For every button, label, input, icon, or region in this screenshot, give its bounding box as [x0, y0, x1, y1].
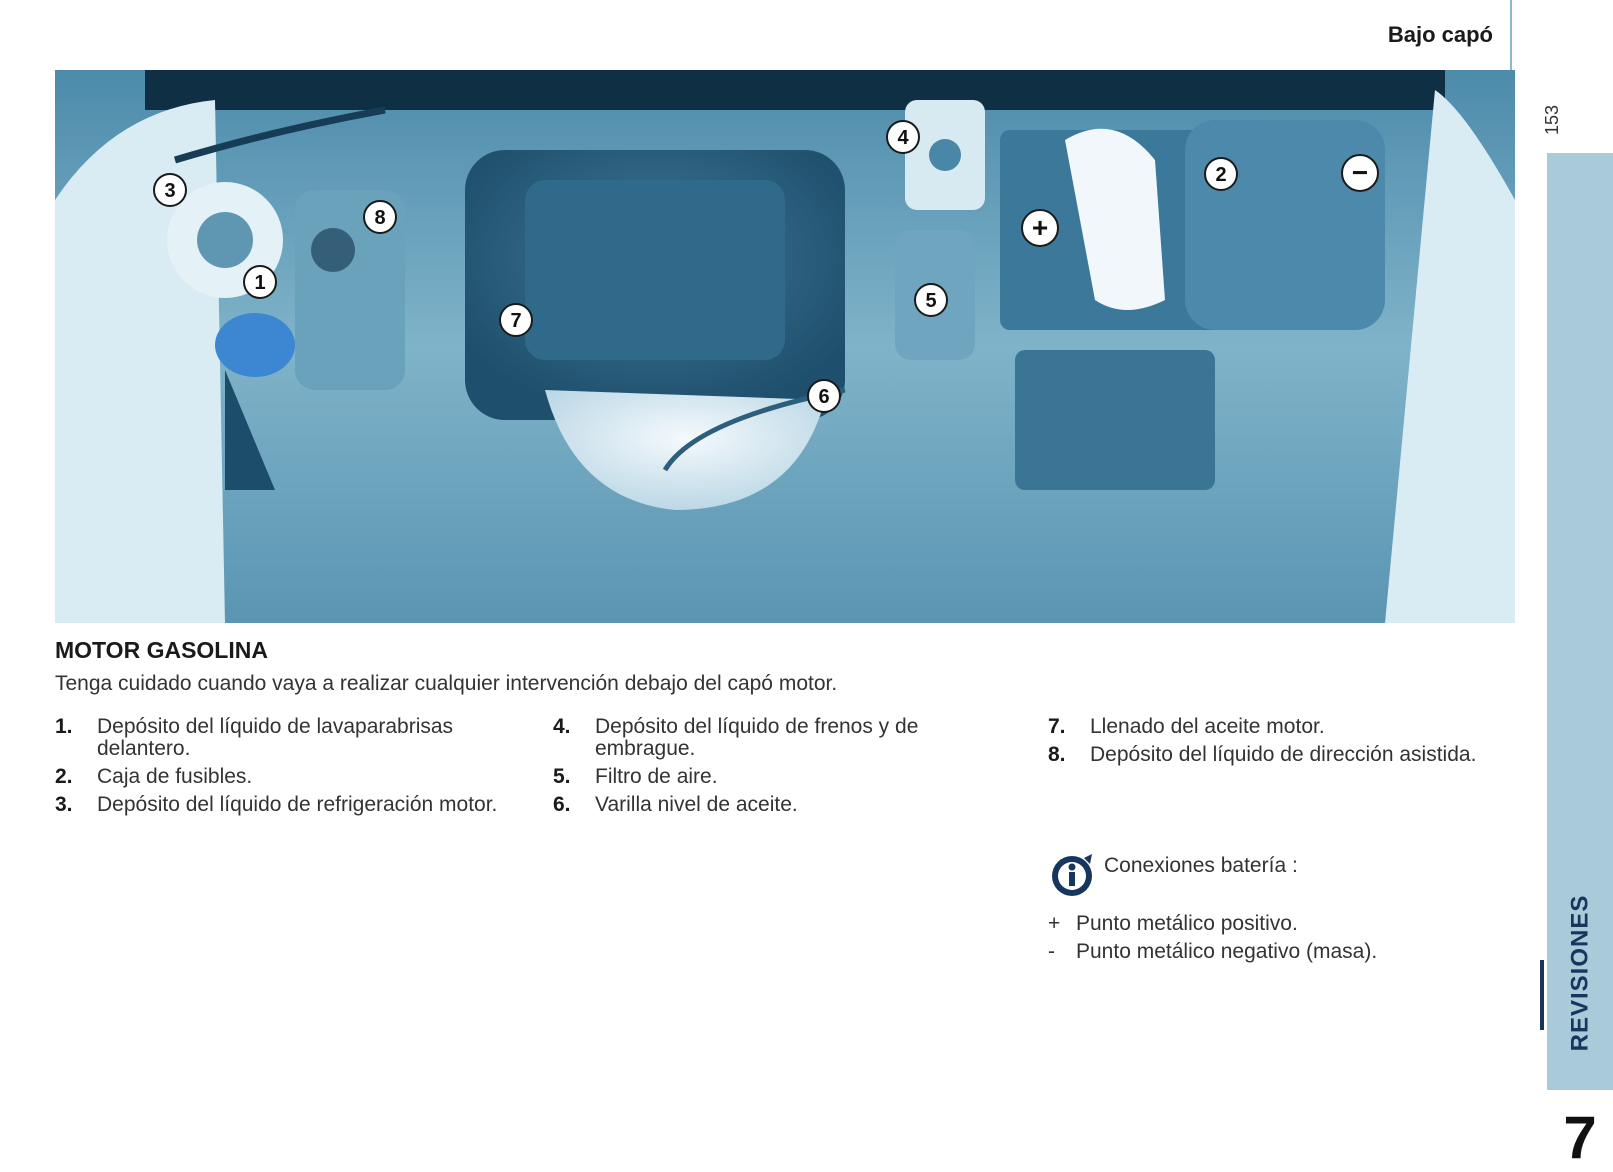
section-intro: Tenga cuidado cuando vaya a realizar cualquier intervención debajo del capó motor.	[55, 672, 838, 695]
legend-text: Depósito del líquido de dirección asistida.	[1090, 743, 1477, 766]
washer-cap	[215, 313, 295, 377]
bullet-symbol: +	[1048, 912, 1061, 935]
bullet-text: Punto metálico positivo.	[1076, 912, 1298, 935]
legend-item	[553, 766, 1003, 788]
legend-text: Caja de fusibles.	[97, 765, 253, 788]
battery-info-box	[1048, 850, 1508, 964]
negative-terminal-icon	[1342, 155, 1378, 191]
brake-cap	[929, 139, 961, 171]
chapter-bar	[1540, 960, 1544, 1030]
hood-edge	[145, 70, 1445, 110]
negative-symbol: −	[1351, 157, 1369, 188]
callout-5	[915, 284, 947, 316]
positive-terminal-icon	[1022, 210, 1058, 246]
header-divider	[1510, 0, 1512, 70]
callout-7	[500, 304, 532, 336]
legend-number: 4.	[553, 715, 571, 738]
legend-number: 3.	[55, 793, 73, 816]
callout-8-label: 8	[374, 207, 386, 229]
legend-text: Depósito del líquido de frenos y de embrague.	[595, 715, 919, 760]
info-title: Conexiones batería :	[1104, 854, 1298, 877]
legend-item	[553, 716, 1003, 760]
legend-column-1	[55, 716, 505, 822]
legend-item	[1048, 744, 1498, 766]
section-title: MOTOR GASOLINA	[55, 637, 268, 663]
info-bullet	[1048, 940, 1508, 964]
legend-column-3	[1048, 716, 1498, 772]
callout-2	[1205, 158, 1237, 190]
legend-item	[553, 794, 1003, 816]
callout-2-label: 2	[1215, 164, 1227, 186]
page-title: Bajo capó	[1387, 22, 1493, 47]
legend-item	[55, 794, 505, 816]
info-header	[1048, 850, 1508, 898]
bullet-text: Punto metálico negativo (masa).	[1076, 940, 1378, 963]
legend-number: 5.	[553, 765, 571, 788]
chapter-number: 7	[1563, 1104, 1597, 1171]
left-fender	[55, 100, 225, 623]
info-icon	[1048, 850, 1096, 898]
legend-text: Varilla nivel de aceite.	[595, 793, 798, 816]
legend-text: Filtro de aire.	[595, 765, 718, 788]
callout-6-label: 6	[818, 386, 830, 408]
legend-number: 7.	[1048, 715, 1066, 738]
info-list	[1048, 912, 1508, 964]
legend-text: Llenado del aceite motor.	[1090, 715, 1325, 738]
legend-number: 1.	[55, 715, 73, 738]
callout-1	[244, 266, 276, 298]
page-number: 153	[1541, 104, 1562, 136]
engine-bay-illustration	[55, 70, 1515, 623]
callout-7-label: 7	[510, 310, 522, 332]
engine-cover	[525, 180, 785, 360]
callout-8	[364, 201, 396, 233]
callout-6	[808, 380, 840, 412]
callout-1-label: 1	[254, 272, 266, 294]
legend-text: Depósito del líquido de refrigeración motor.	[97, 793, 498, 816]
callout-5-label: 5	[925, 290, 937, 312]
callout-3-label: 3	[164, 180, 176, 202]
chapter-label-text: REVISIONES	[1566, 894, 1593, 1052]
info-bullet	[1048, 912, 1508, 936]
legend-number: 6.	[553, 793, 571, 816]
positive-symbol: +	[1031, 212, 1049, 243]
legend-text: Depósito del líquido de lavaparabrisas delantero.	[97, 715, 454, 760]
callout-3	[154, 174, 186, 206]
legend-number: 8.	[1048, 743, 1066, 766]
legend-item	[1048, 716, 1498, 738]
callout-4	[887, 121, 919, 153]
fuse-box	[1185, 120, 1385, 330]
chapter-side-tab	[1547, 153, 1613, 1171]
legend-column-2	[553, 716, 1003, 822]
battery-tray	[1015, 350, 1215, 490]
legend-number: 2.	[55, 765, 73, 788]
legend-item	[55, 716, 505, 760]
steering-cap	[311, 228, 355, 272]
chapter-label	[1547, 873, 1613, 1073]
legend-item	[55, 766, 505, 788]
bullet-symbol: -	[1048, 940, 1055, 963]
callout-4-label: 4	[897, 127, 909, 149]
coolant-cap	[197, 212, 253, 268]
